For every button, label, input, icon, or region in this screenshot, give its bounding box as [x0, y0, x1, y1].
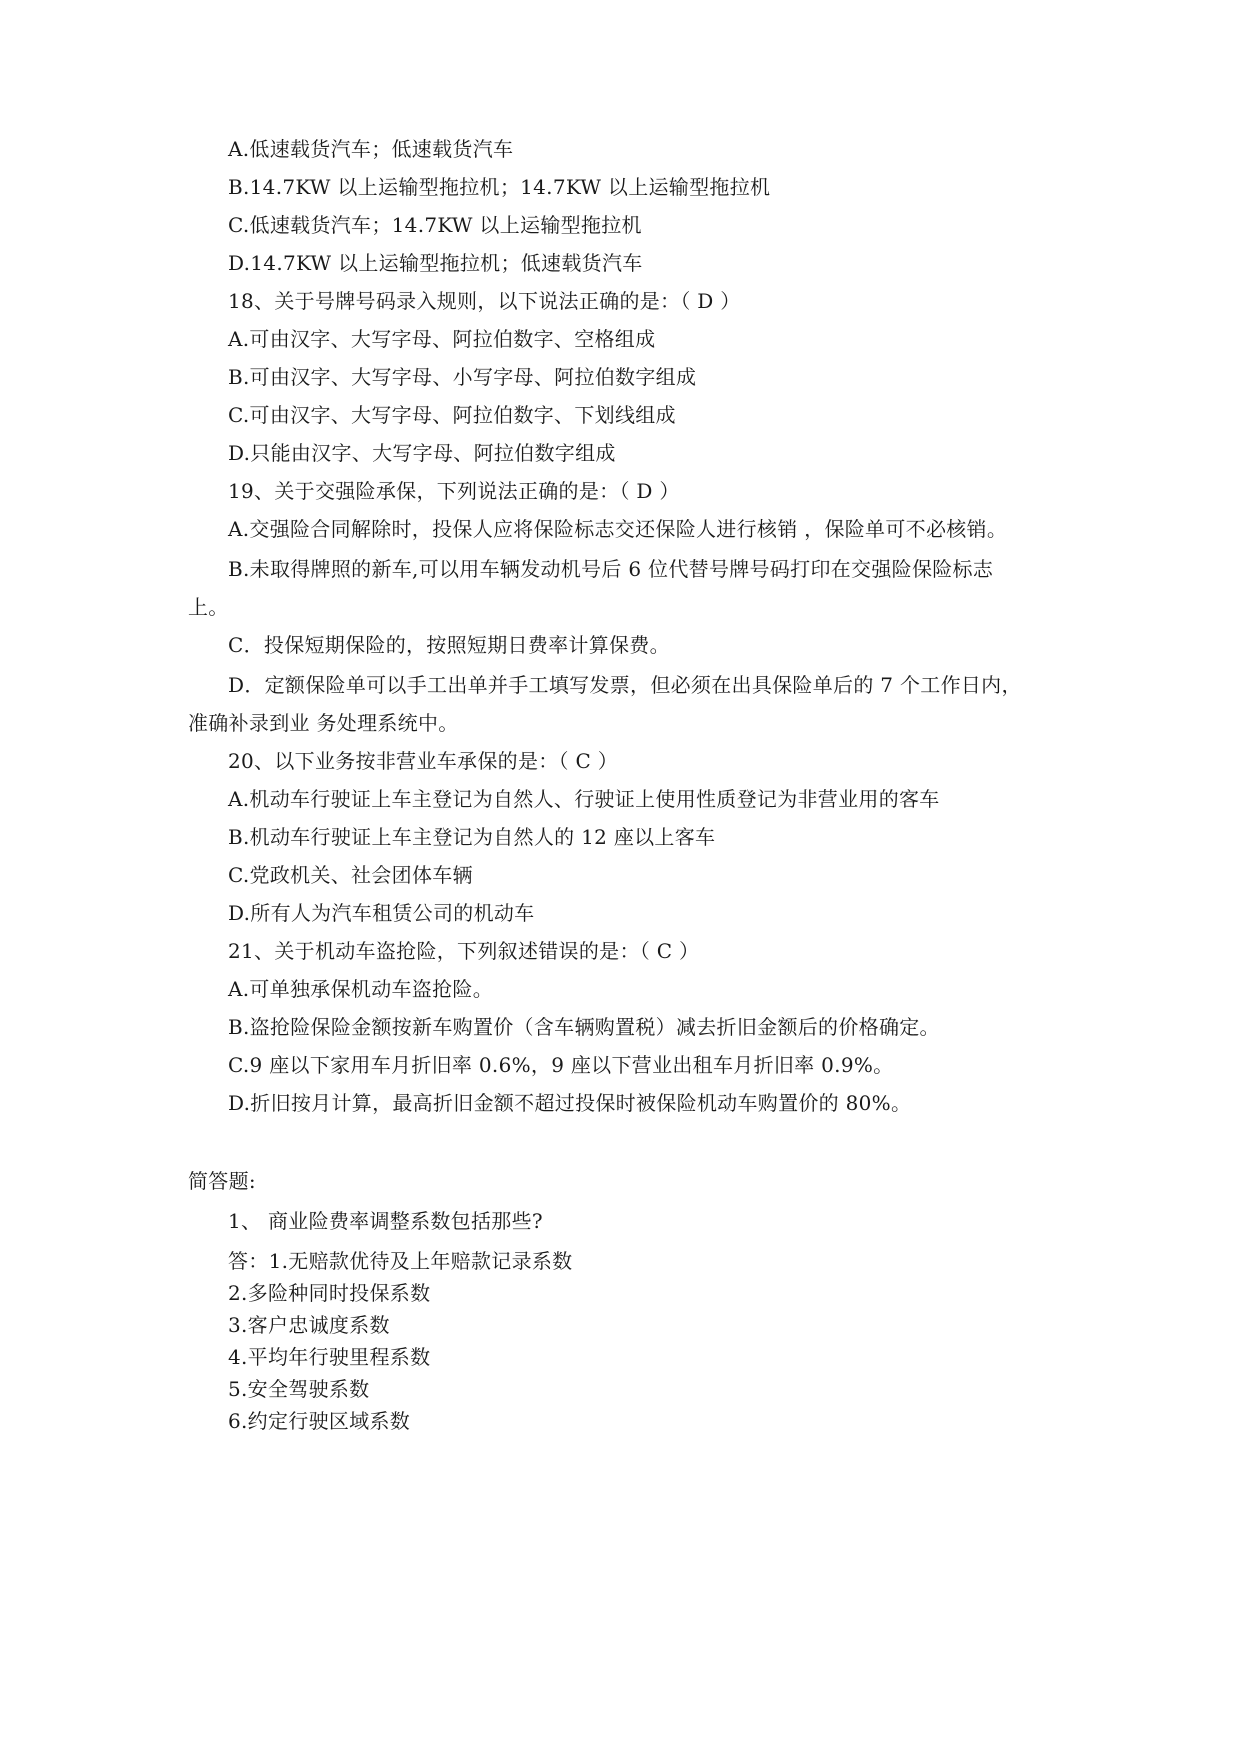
q18-option-d: D.只能由汉字、大写字母、阿拉伯数字组成 [228, 441, 616, 465]
q18-question: 18、关于号牌号码录入规则，以下说法正确的是：（ D ） [228, 289, 741, 313]
q19-question: 19、关于交强险承保，下列说法正确的是：（ D ） [228, 479, 680, 503]
q21-option-d: D.折旧按月计算，最高折旧金额不超过投保时被保险机动车购置价的 80%。 [228, 1091, 912, 1115]
q20-option-c: C.党政机关、社会团体车辆 [228, 863, 473, 887]
q17-option-a: A.低速载货汽车；低速载货汽车 [228, 137, 514, 161]
answer-line: 答：1.无赔款优待及上年赔款记录系数 [228, 1249, 573, 1273]
q20-option-d: D.所有人为汽车租赁公司的机动车 [228, 901, 535, 925]
q21-option-a: A.可单独承保机动车盗抢险。 [228, 977, 494, 1001]
q19-option-d: D．定额保险单可以手工出单并手工填写发票，但必须在出具保险单后的 7 个工作日内， [228, 673, 1022, 697]
answer-line: 2.多险种同时投保系数 [228, 1281, 431, 1305]
q20-question: 20、以下业务按非营业车承保的是：（ C ） [228, 749, 619, 773]
answer-line: 6.约定行驶区域系数 [228, 1409, 411, 1433]
q21-option-c: C.9 座以下家用车月折旧率 0.6%，9 座以下营业出租车月折旧率 0.9%。 [228, 1053, 894, 1077]
q19-option-c: C．投保短期保险的，按照短期日费率计算保费。 [228, 633, 670, 657]
answer-line: 3.客户忠诚度系数 [228, 1313, 390, 1337]
q17-option-b: B.14.7KW 以上运输型拖拉机；14.7KW 以上运输型拖拉机 [228, 175, 771, 199]
short-answer-question-1: 1、 商业险费率调整系数包括那些? [228, 1209, 543, 1233]
q18-option-c: C.可由汉字、大写字母、阿拉伯数字、下划线组成 [228, 403, 676, 427]
q17-option-c: C.低速载货汽车；14.7KW 以上运输型拖拉机 [228, 213, 642, 237]
answer-line: 4.平均年行驶里程系数 [228, 1345, 431, 1369]
q21-option-b: B.盗抢险保险金额按新车购置价（含车辆购置税）减去折旧金额后的价格确定。 [228, 1015, 940, 1039]
q20-option-a: A.机动车行驶证上车主登记为自然人、行驶证上使用性质登记为非营业用的客车 [228, 787, 940, 811]
q18-option-a: A.可由汉字、大写字母、阿拉伯数字、空格组成 [228, 327, 656, 351]
short-answer-heading: 简答题: [188, 1169, 256, 1193]
q20-option-b: B.机动车行驶证上车主登记为自然人的 12 座以上客车 [228, 825, 716, 849]
answer-line: 5.安全驾驶系数 [228, 1377, 370, 1401]
q19-option-d-continued: 准确补录到业 务处理系统中。 [188, 711, 459, 735]
q17-option-d: D.14.7KW 以上运输型拖拉机；低速载货汽车 [228, 251, 643, 275]
q19-option-a: A.交强险合同解除时，投保人应将保险标志交还保险人进行核销 ，保险单可不必核销。 [228, 517, 1008, 541]
q19-option-b-continued: 上。 [188, 595, 229, 619]
q18-option-b: B.可由汉字、大写字母、小写字母、阿拉伯数字组成 [228, 365, 697, 389]
q19-option-b: B.未取得牌照的新车,可以用车辆发动机号后 6 位代替号牌号码打印在交强险保险标志 [228, 557, 994, 581]
q21-question: 21、关于机动车盗抢险，下列叙述错误的是：（ C ） [228, 939, 700, 963]
